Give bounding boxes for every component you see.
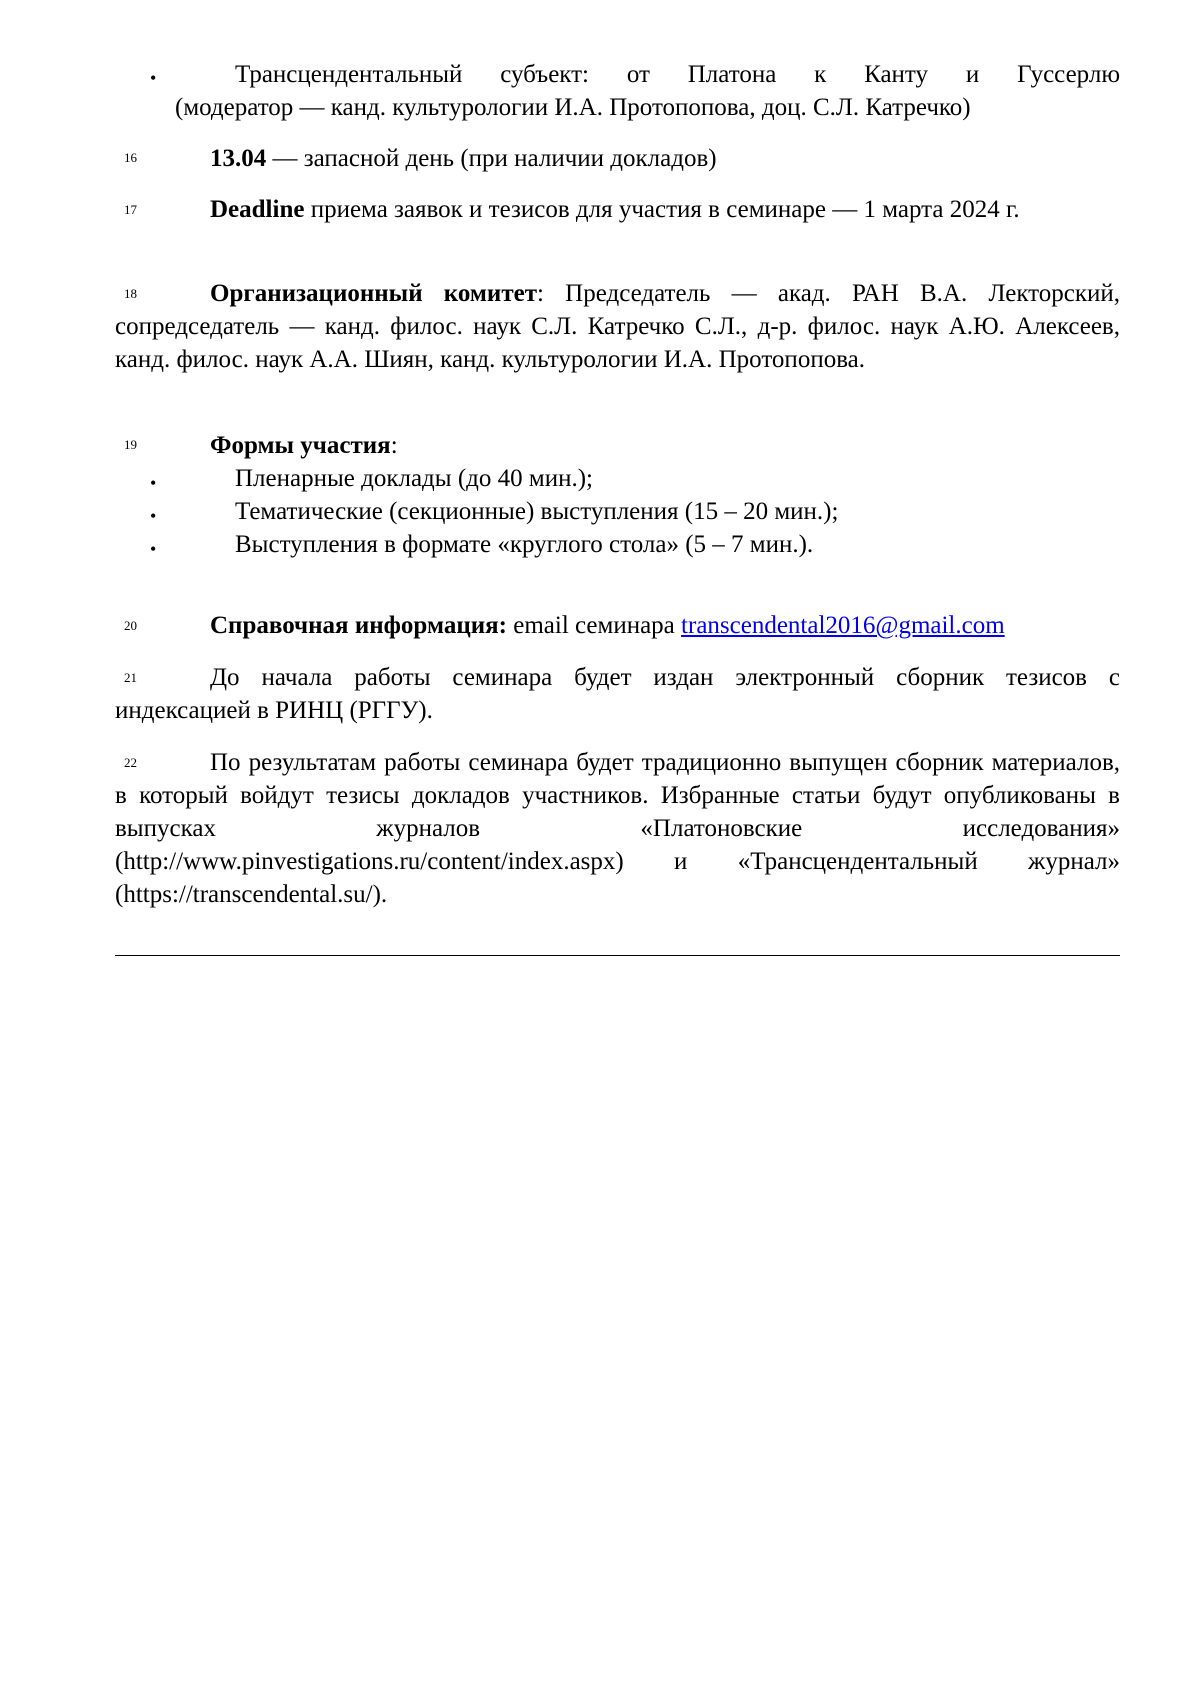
line-number-16: 16: [124, 150, 137, 166]
org-committee-text: : Председатель — акад. РАН В.А. Лекторский, сопредседатель — канд. филос. наук С.Л. Катречко С.Л., д-р. филос. наук А.Ю. Алексеев, канд. филос. наук А.А. Шиян, канд. культурологии И.А. Протопопова.: [115, 280, 1120, 373]
participation-form-item: Тематические (секционные) выступления (15 – 20 мин.);: [235, 495, 838, 528]
participation-form-item: Пленарные доклады (до 40 мин.);: [235, 462, 593, 495]
bullet-marker: •: [150, 467, 156, 500]
bullet-marker: •: [150, 500, 156, 533]
paragraph-18: [115, 277, 1120, 376]
paragraph-16: [115, 142, 1120, 175]
reserve-date: 13.04: [210, 145, 266, 172]
abstracts-collection-text: До начала работы семинара будет издан электронный сборник тезисов с индексацией в РИНЦ (РГГУ).: [115, 661, 1120, 727]
paragraph-20: [115, 609, 1120, 642]
bullet-marker: •: [150, 533, 156, 566]
top-bullet-item: [175, 58, 1120, 124]
paragraph-22: [115, 746, 1120, 911]
deadline-label: Deadline: [210, 196, 304, 223]
deadline-text: приема заявок и тезисов для участия в семинаре — 1 марта 2024 г.: [304, 196, 1019, 223]
horizontal-divider: [115, 955, 1120, 956]
paragraph-21: [115, 661, 1120, 727]
reserve-day-text: — запасной день (при наличии докладов): [266, 145, 716, 172]
line-number-18: 18: [124, 286, 137, 302]
reference-info-text: email семинара: [507, 612, 681, 639]
reference-info-label: Справочная информация:: [210, 612, 507, 639]
seminar-email-link[interactable]: transcendental2016@gmail.com: [681, 612, 1005, 639]
paragraph-17: [115, 193, 1120, 226]
top-bullet-line1: Трансцендентальный субъект: от Платона к Канту и Гуссерлю: [175, 58, 1120, 91]
participation-form-item: Выступления в формате «круглого стола» (5 – 7 мин.).: [235, 528, 813, 561]
line-number-19: 19: [124, 437, 137, 453]
participation-forms-label: Формы участия: [210, 432, 391, 459]
line-number-21: 21: [124, 670, 137, 686]
document-page: [0, 0, 1200, 1698]
line-number-17: 17: [124, 202, 137, 218]
top-bullet-line2: (модератор — канд. культурологии И.А. Протопопова, доц. С.Л. Катречко): [175, 91, 1120, 124]
bullet-marker: •: [150, 62, 156, 95]
line-number-22: 22: [124, 755, 137, 771]
proceedings-text: По результатам работы семинара будет традиционно выпущен сборник материалов, в который войдут тезисы докладов участников. Избранные статьи будут опубликованы в выпусках журналов «Платоновские исследования» (http://www.pinvestigations.ru/content/index.aspx) и «Трансцендентальный журнал» (https://transcendental.su/).: [115, 746, 1120, 911]
paragraph-19: Формы участия:: [115, 429, 1120, 462]
org-committee-label: Организационный комитет: [210, 280, 537, 307]
line-number-20: 20: [124, 618, 137, 634]
